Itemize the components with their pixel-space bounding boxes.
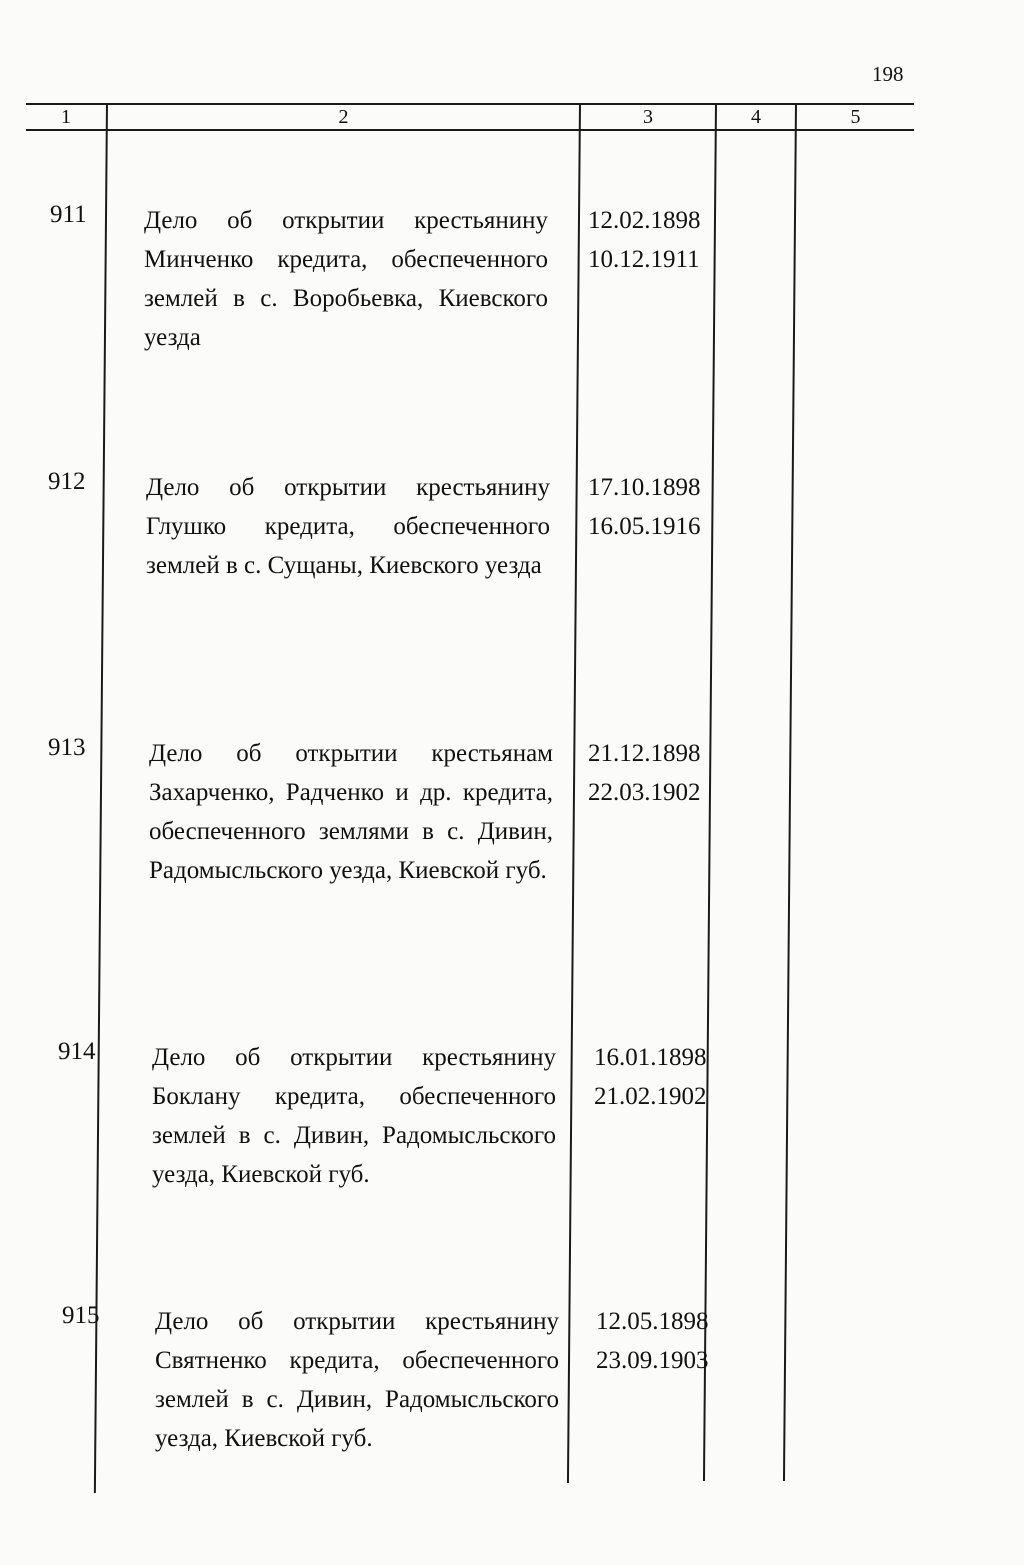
- date-end: 22.03.1902: [588, 779, 701, 806]
- case-dates: [594, 1038, 718, 1116]
- date-start: 16.01.1898: [594, 1044, 707, 1071]
- table-top-rule: [26, 103, 914, 105]
- date-start: 17.10.1898: [588, 474, 701, 501]
- case-title: Дело об открытии крестьянину Святненко кредита, обеспеченного землей в с. Дивин, Радомысльского уезда, Киевской губ.: [155, 1308, 559, 1452]
- column-header-1: 1: [61, 106, 71, 128]
- case-title: Дело об открытии крестьянину Минченко кредита, обеспеченного землей в с. Воробьевка, Киевского уезда: [144, 207, 548, 351]
- case-number: 914: [58, 1038, 96, 1065]
- case-title: Дело об открытии крестьянину Глушко кредита, обеспеченного землей в с. Сущаны, Киевского уезда: [146, 474, 550, 579]
- case-dates: [588, 734, 712, 812]
- case-number: 911: [50, 201, 87, 228]
- column-divider-4: [783, 103, 797, 1481]
- date-end: 10.12.1911: [588, 246, 700, 273]
- column-header-5: 5: [850, 106, 861, 128]
- column-header-4: 4: [751, 106, 761, 128]
- case-number: 912: [48, 468, 86, 495]
- case-dates: [588, 468, 712, 546]
- date-end: 21.02.1902: [594, 1083, 707, 1110]
- table-header-rule: [26, 129, 914, 131]
- date-end: 16.05.1916: [588, 513, 701, 540]
- case-dates: [588, 201, 712, 279]
- case-title: Дело об открытии крестьянину Боклану кредита, обеспеченного землей в с. Дивин, Радомысльского уезда, Киевской губ.: [152, 1044, 556, 1188]
- page-number: 198: [872, 62, 904, 86]
- column-header-3: 3: [643, 106, 653, 128]
- date-end: 23.09.1903: [596, 1347, 709, 1374]
- case-number: 915: [62, 1302, 100, 1329]
- date-start: 12.05.1898: [596, 1308, 709, 1335]
- date-start: 12.02.1898: [588, 207, 701, 234]
- column-header-2: 2: [338, 106, 349, 128]
- case-dates: [596, 1302, 720, 1380]
- case-title: Дело об открытии крестьянам Захарченко, Радченко и др. кредита, обеспеченного землями в с. Дивин, Радомысльского уезда, Киевской губ.: [149, 740, 553, 884]
- column-divider-2: [567, 103, 581, 1483]
- column-divider-1: [94, 103, 108, 1493]
- case-number: 913: [48, 734, 86, 761]
- date-start: 21.12.1898: [588, 740, 701, 767]
